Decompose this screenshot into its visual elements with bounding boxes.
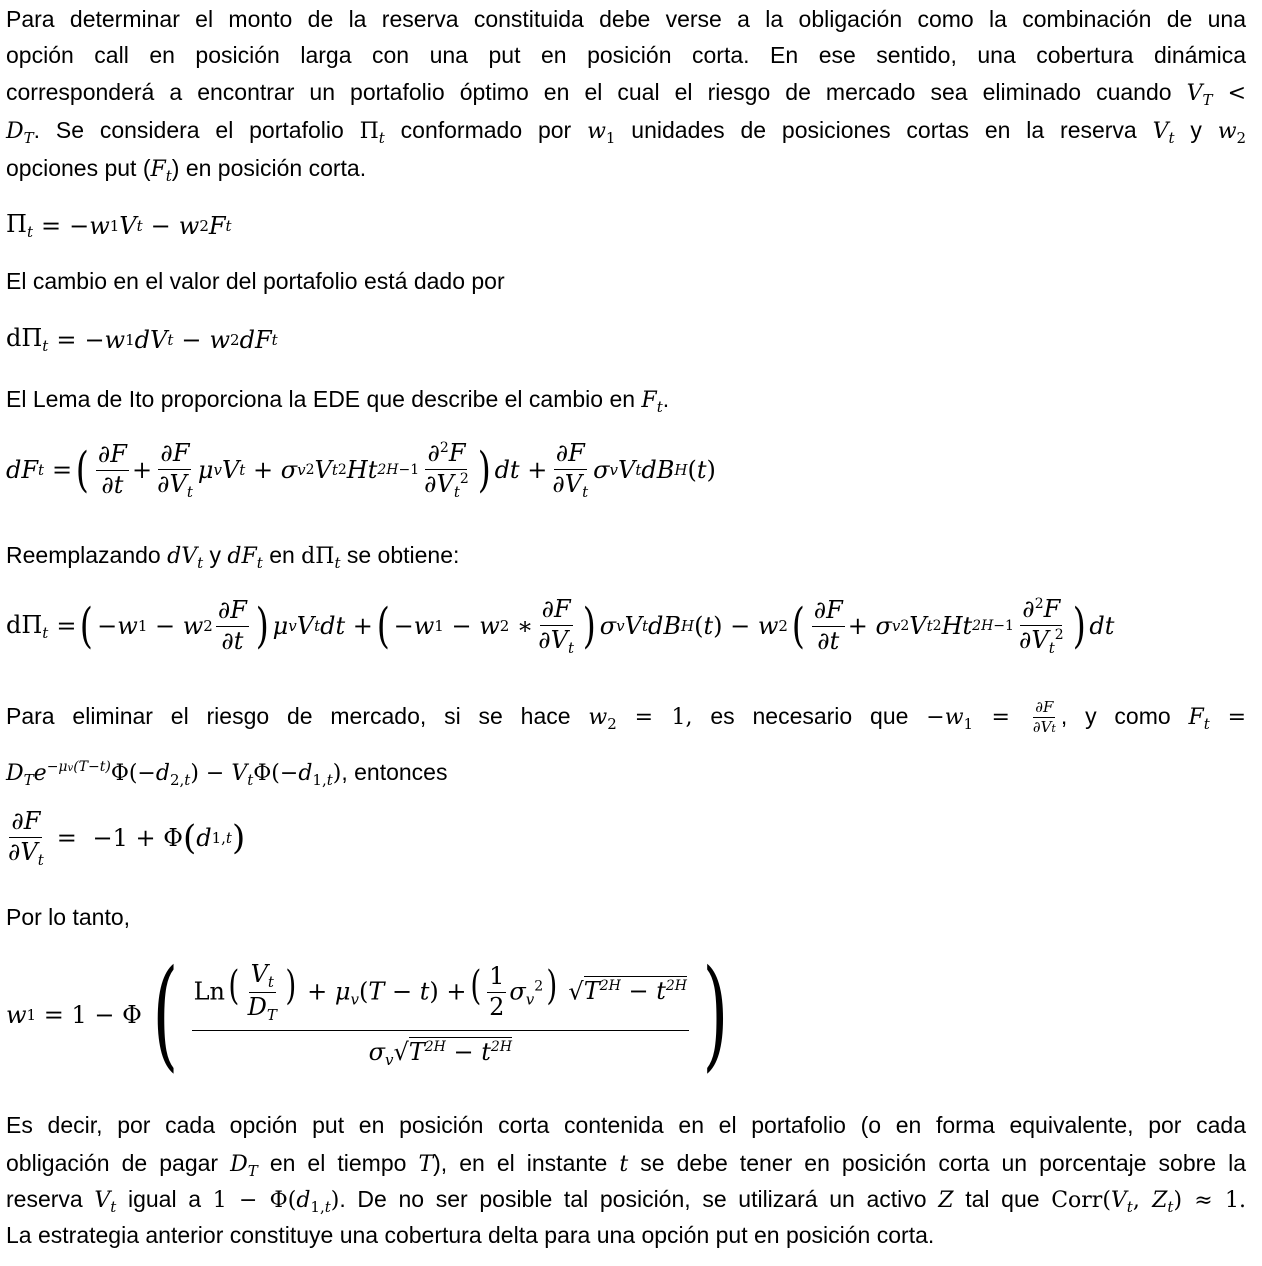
final-line-3: reserva $V_t$ igual a $1 - \Phi(d_{1,t})$. De no ser posible tal posición, se utilizará un activo Z tal que $Corr(V_t$, $Z_t) \approx 1$. <box>6 1186 1246 1216</box>
intro-line-3: corresponderá a encontrar un portafolio óptimo en el cual el riesgo de mercado sea eliminado cuando $V_T$ < <box>6 79 1247 109</box>
ito-text: El Lema de Ito proporciona la EDE que describe el cambio en $F_t$. <box>6 386 670 416</box>
equation-ito: dF t = ( $\frac{\partial F}{\partial t}$ + $\frac{\partial F}{\partial V_t}$ μ v V t + σ v 2 V t 2 Ht 2H−1 $\frac{\partial^2F}{\partial V_t^2}$ ) dt + $\frac{\partial F}{\partial V_t}$ σ v V t dB H ( t ) <box>6 439 716 501</box>
equation-delta: $\frac{\partial F}{\partial V_t}$ = −1 + Φ ( d 1,t ) <box>8 807 246 869</box>
intro-line-5: opciones put $(F_t)$ en posición corta. <box>6 155 367 185</box>
equation-substituted: $d\Pi_t$ = ( − w 1 − w 2 $\frac{\partial F}{\partial t}$ ) μ v V t dt + ( − w 1 − w 2 ∗ $\frac{\partial F}{\partial V_t}$ ) σ v V t dB H ( t ) − w 2 ( $\frac{\partial F}{\partial t}$ + σ v 2 V t 2 Ht 2H−1 $\frac{\partial^2F}{\partial V_t^2}$ ) dt <box>6 595 1115 657</box>
intro-line-1: Para determinar el monto de la reserva constituida debe verse a la obligación como la combinación de una <box>6 6 1246 32</box>
replace-text: Reemplazando $dV_t$ y $dF_t$ en $d\Pi_t$ se obtiene: <box>6 542 460 572</box>
equation-portfolio: $\Pi_t$ = − w 1 V t − w 2 F t <box>6 210 232 241</box>
final-line-1: Es decir, por cada opción put en posición corta contenida en el portafolio (o en forma equivalente, por cada <box>6 1112 1246 1138</box>
final-line-4: La estrategia anterior constituye una cobertura delta para una opción put en posición corta. <box>6 1222 935 1248</box>
intro-line-4: $D_T$. Se considera el portafolio $\Pi_t$ conformado por $w_1$ unidades de posiciones cortas en la reserva $V_t$ y $w_2$ <box>6 117 1247 147</box>
final-line-2: obligación de pagar $D_T$ en el tiempo T), en el instante t se debe tener en posición corta un porcentaje sobre la <box>6 1150 1247 1180</box>
intro-line-2: opción call en posición larga con una put en posición corta. En ese sentido, una cobertura dinámica <box>6 42 1246 68</box>
change-text: El cambio en el valor del portafolio está dado por <box>6 268 505 294</box>
equation-hedge-ratio: w 1 = 1 − Φ ( Ln( $\frac{V_t}{D_T}$ ) + $\mu_v(T - t)$ +( $\frac{1}{2}$ $\sigma_v^2$) $√T^{2H} - t^{2H}$ $\sigma_v√T^{2H} - t^{2H}$ ) <box>6 945 729 1084</box>
eliminate-line-1: Para eliminar el riesgo de mercado, si se hace $w_2 = 1$, es necesario que $-w_1$ = $\frac{\partial F}{\partial Vt}$ , y como $F_t$ = <box>6 698 1247 737</box>
eliminate-line-2: $D_Te^{-\mu v(T-t)}\Phi(-d_{2,t}) - V_t\Phi(-d_{1,t})$, entonces <box>6 759 448 789</box>
equation-portfolio-change: $d\Pi_t$ = − w 1 dV t − w 2 dF t <box>6 324 278 355</box>
therefore-text: Por lo tanto, <box>6 904 131 930</box>
